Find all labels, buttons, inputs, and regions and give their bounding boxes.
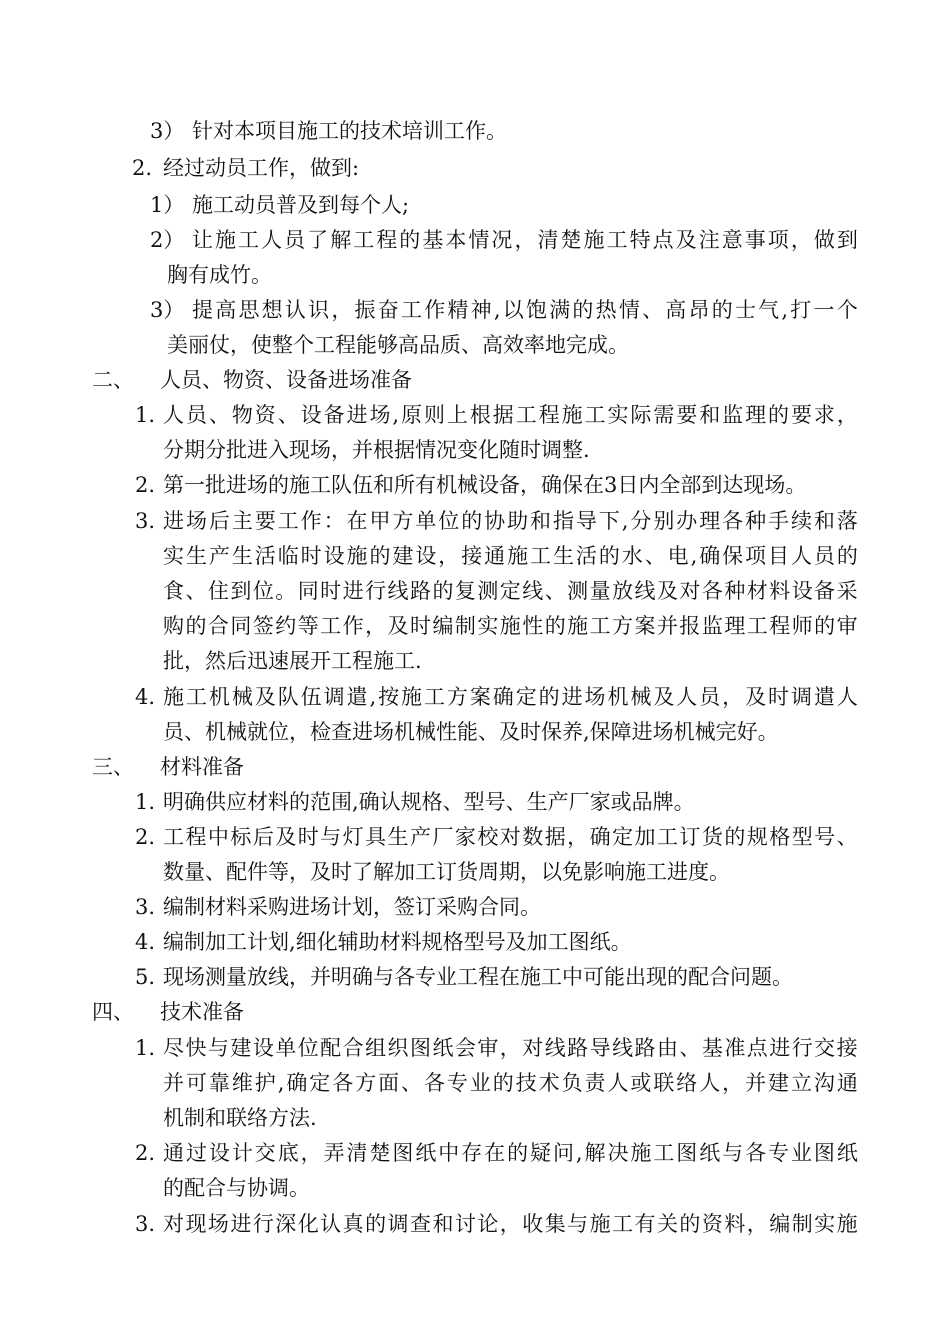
item-text-line: 编制加工计划,细化辅助材料规格型号及加工图纸。 [163,930,632,954]
item-text-line: 的配合与协调。 [163,1176,310,1200]
item-text-line: 第一批进场的施工队伍和所有机械设备，确保在3日内全部到达现场。 [163,473,807,497]
item-text-line: 让 施 工 人 员 了 解 工 程 的 基 本 情 况 ， 清 楚 施 工 特 点 及 注 意 事 项 ， 做 到 [192,228,858,252]
item-text-line: 材料准备 [160,755,244,779]
item-text-line: 机制和联络方法. [163,1106,317,1130]
item-text-line: 编制材料采购进场计划，签订采购合同。 [163,895,541,919]
item-number: 3. [135,509,156,533]
item-text-line: 胸有成竹。 [167,263,272,287]
item-text-line: 施 工 机 械 及 队 伍 调 遣 , 按 施 工 方 案 确 定 的 进 场 机 械 及 人 员 ， 及 时 调 遣 人 [163,685,858,709]
item-text-line: 进 场 后 主 要 工 作 ： 在 甲 方 单 位 的 协 助 和 指 导 下 , 分 别 办 理 各 种 手 续 和 落 [163,509,858,533]
item-text-line: 分期分批进入现场，并根据情况变化随时调整. [163,438,590,462]
item-number: 1. [135,403,156,427]
item-text-line: 员、机械就位，检查进场机械性能、及时保养,保障进场机械完好。 [163,720,779,744]
item-number: 2） [150,228,185,252]
item-text-line: 尽 快 与 建 设 单 位 配 合 组 织 图 纸 会 审 ， 对 线 路 导 线 路 由 、 基 准 点 进 行 交 接 [163,1036,858,1060]
item-number: 3. [135,895,156,919]
item-text-line: 批，然后迅速展开工程施工. [163,649,422,673]
item-text-line: 明确供应材料的范围,确认规格、型号、生产厂家或品牌。 [163,790,695,814]
item-number: 1） [150,193,185,217]
item-text-line: 美丽仗，使整个工程能够高品质、高效率地完成。 [167,333,629,357]
item-text-line: 数量、配件等，及时了解加工订货周期，以免影响施工进度。 [163,860,730,884]
item-number: 四、 [92,1000,134,1024]
item-text-line: 购 的 合 同 签 约 等 工 作 ， 及 时 编 制 实 施 性 的 施 工 方 案 并 报 监 理 工 程 师 的 审 [163,614,858,638]
item-text-line: 针对本项目施工的技术培训工作。 [192,119,507,143]
item-text-line: 提 高 思 想 认 识 ， 振 奋 工 作 精 神 , 以 饱 满 的 热 情 、 高 昂 的 士 气 , 打 一 个 [192,298,858,322]
item-number: 1. [135,790,156,814]
item-number: 3） [150,119,185,143]
item-number: 4. [135,685,156,709]
item-number: 2. [135,1141,156,1165]
item-number: 4. [135,930,156,954]
item-number: 3） [150,298,185,322]
item-text-line: 经过动员工作，做到: [163,156,360,180]
item-number: 2. [135,473,156,497]
item-number: 3. [135,1212,156,1236]
item-number: 二、 [92,368,134,392]
item-text-line: 通 过 设 计 交 底 ， 弄 清 楚 图 纸 中 存 在 的 疑 问 , 解 决 施 工 图 纸 与 各 专 业 图 纸 [163,1141,858,1165]
item-text-line: 人员、物资、设备进场准备 [160,368,412,392]
item-text-line: 技术准备 [160,1000,244,1024]
item-number: 1. [135,1036,156,1060]
item-text-line: 实 生 产 生 活 临 时 设 施 的 建 设 ， 接 通 施 工 生 活 的 水 、 电 , 确 保 项 目 人 员 的 [163,544,858,568]
item-text-line: 食 、 住 到 位 。 同 时 进 行 线 路 的 复 测 定 线 、 测 量 放 线 及 对 各 种 材 料 设 备 采 [163,579,858,603]
item-text-line: 施工动员普及到每个人; [192,193,410,217]
item-text-line: 对 现 场 进 行 深 化 认 真 的 调 查 和 讨 论 ， 收 集 与 施 工 有 关 的 资 料 ， 编 制 实 施 [163,1212,858,1236]
item-text-line: 人 员 、 物 资 、 设 备 进 场 , 原 则 上 根 据 工 程 施 工 实 际 需 要 和 监 理 的 要 求 ， [163,403,858,427]
item-number: 三、 [92,755,134,779]
item-text-line: 工 程 中 标 后 及 时 与 灯 具 生 产 厂 家 校 对 数 据 ， 确 定 加 工 订 货 的 规 格 型 号 、 [163,825,858,849]
item-number: 2. [132,156,153,180]
item-text-line: 并 可 靠 维 护 , 确 定 各 方 面 、 各 专 业 的 技 术 负 责 人 或 联 络 人 ， 并 建 立 沟 通 [163,1071,858,1095]
item-number: 2. [135,825,156,849]
item-number: 5. [135,965,156,989]
item-text-line: 现场测量放线，并明确与各专业工程在施工中可能出现的配合问题。 [163,965,793,989]
